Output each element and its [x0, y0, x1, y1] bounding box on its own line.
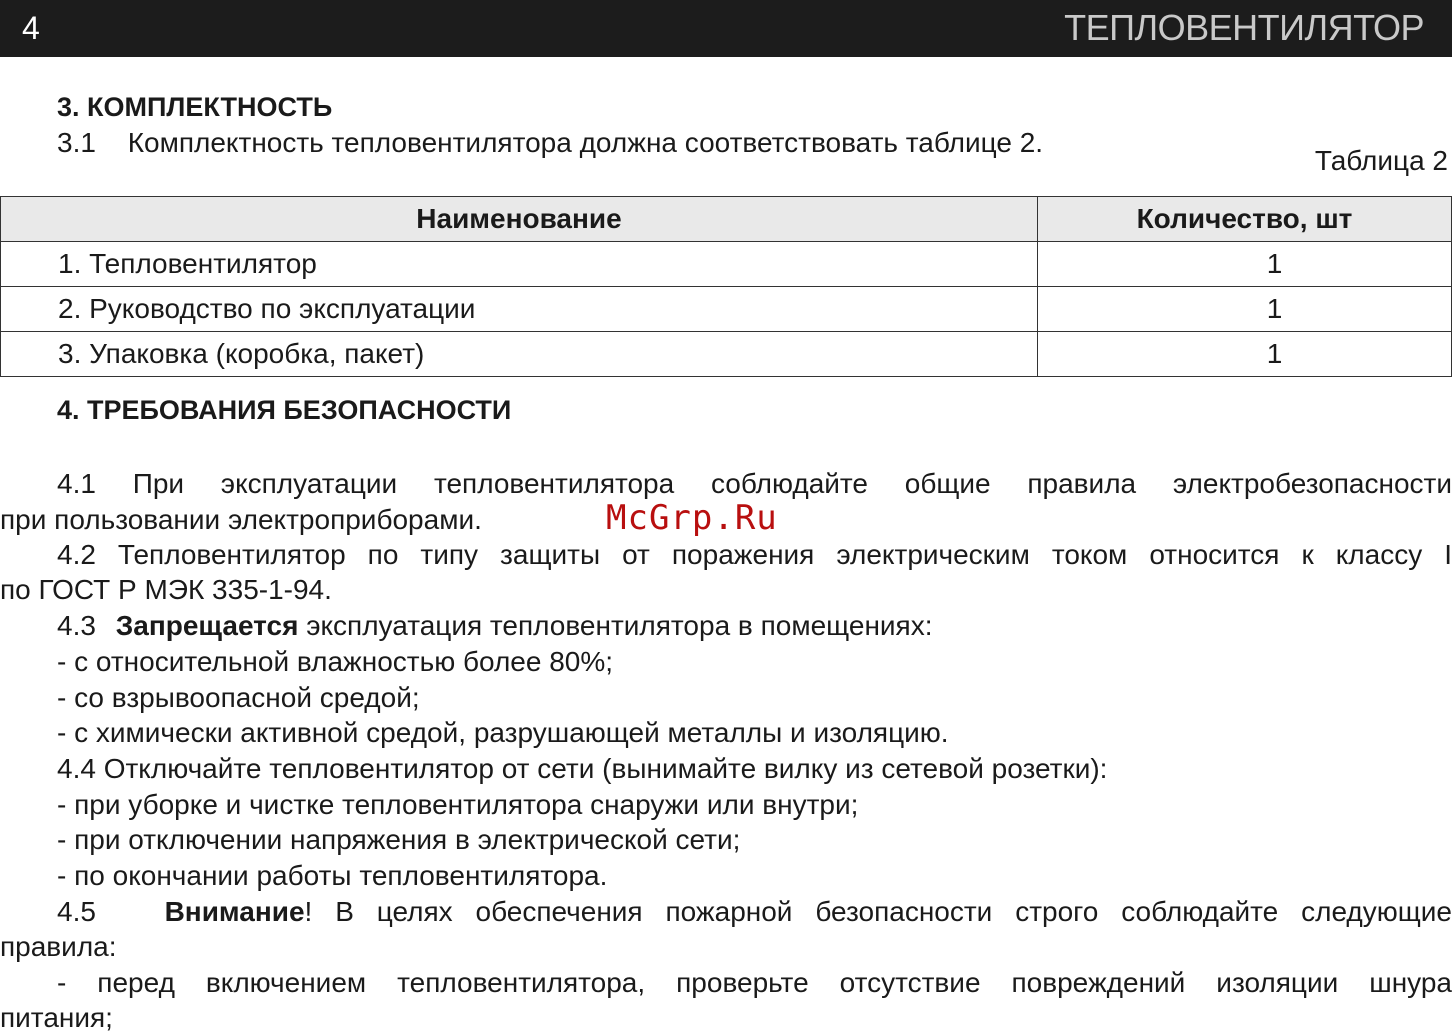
table-caption: Таблица 2 — [1314, 145, 1448, 176]
paragraph-3-1-number: 3.1 — [57, 127, 96, 158]
section-3-heading: 3. КОМПЛЕКТНОСТЬ — [57, 92, 333, 122]
table-cell-name: 1. Тепловентилятор — [1, 242, 1038, 287]
list-item: - с химически активной средой, разрушающей металлы и изоляцию. — [57, 717, 949, 748]
paragraph-4-5-item-line-2: питания; — [0, 1002, 113, 1033]
paragraph-4-1-line-2: при пользовании электроприборами. — [0, 504, 482, 535]
list-item: - по окончании работы тепловентилятора. — [57, 860, 608, 891]
paragraph-4-2-line-2: по ГОСТ Р МЭК 335-1-94. — [0, 574, 332, 605]
header-title: ТЕПЛОВЕНТИЛЯТОР — [1064, 7, 1424, 48]
paragraph-4-3 — [57, 609, 932, 643]
table-header-name: Наименование — [1, 197, 1038, 242]
table-cell-quantity: 1 — [1038, 287, 1452, 332]
table-cell-name: 2. Руководство по эксплуатации — [1, 287, 1038, 332]
paragraph-4-5-text: ! В целях обеспечения пожарной безопасности строго соблюдайте следующие — [304, 896, 1452, 927]
paragraph-3-1-text: Комплектность тепловентилятора должна соответствовать таблице 2. — [127, 127, 1044, 158]
table-header-row — [1, 197, 1452, 242]
paragraph-4-5-number: 4.5 — [57, 896, 96, 927]
paragraph-3-1 — [57, 126, 1043, 160]
page-number: 4 — [22, 10, 40, 46]
paragraph-4-2-line-1: 4.2 Тепловентилятор по типу защиты от поражения электрическим током относится к классу I — [57, 539, 1452, 570]
list-item: - при уборке и чистке тепловентилятора снаружи или внутри; — [57, 789, 859, 820]
table-header-quantity: Количество, шт — [1038, 197, 1452, 242]
table-cell-name: 3. Упаковка (коробка, пакет) — [1, 332, 1038, 377]
table-row — [1, 287, 1452, 332]
paragraph-4-5-bold: Внимание — [164, 896, 305, 927]
paragraph-4-1-line-1: 4.1 При эксплуатации тепловентилятора соблюдайте общие правила электробезопасности — [57, 468, 1452, 499]
page-header — [0, 0, 1452, 57]
watermark-text: McGrp.Ru — [606, 498, 778, 538]
paragraph-4-5-line-1 — [0, 895, 1452, 929]
list-item: - при отключении напряжения в электрической сети; — [57, 824, 741, 855]
list-item: - с относительной влажностью более 80%; — [57, 646, 614, 677]
list-item: - со взрывоопасной средой; — [57, 682, 420, 713]
paragraph-4-5-line-2: правила: — [0, 931, 117, 962]
completeness-table — [0, 196, 1452, 377]
table-cell-quantity: 1 — [1038, 332, 1452, 377]
table-row — [1, 242, 1452, 287]
table-row — [1, 332, 1452, 377]
paragraph-4-3-number: 4.3 — [57, 610, 96, 641]
paragraph-4-3-text: эксплуатация тепловентилятора в помещениях: — [298, 610, 933, 641]
section-4-heading: 4. ТРЕБОВАНИЯ БЕЗОПАСНОСТИ — [57, 395, 512, 425]
paragraph-4-5-item-line-1: - перед включением тепловентилятора, проверьте отсутствие повреждений изоляции шнура — [57, 967, 1452, 998]
paragraph-4-4: 4.4 Отключайте тепловентилятор от сети (вынимайте вилку из сетевой розетки): — [57, 753, 1108, 784]
table-cell-quantity: 1 — [1038, 242, 1452, 287]
paragraph-4-3-bold: Запрещается — [115, 610, 299, 641]
